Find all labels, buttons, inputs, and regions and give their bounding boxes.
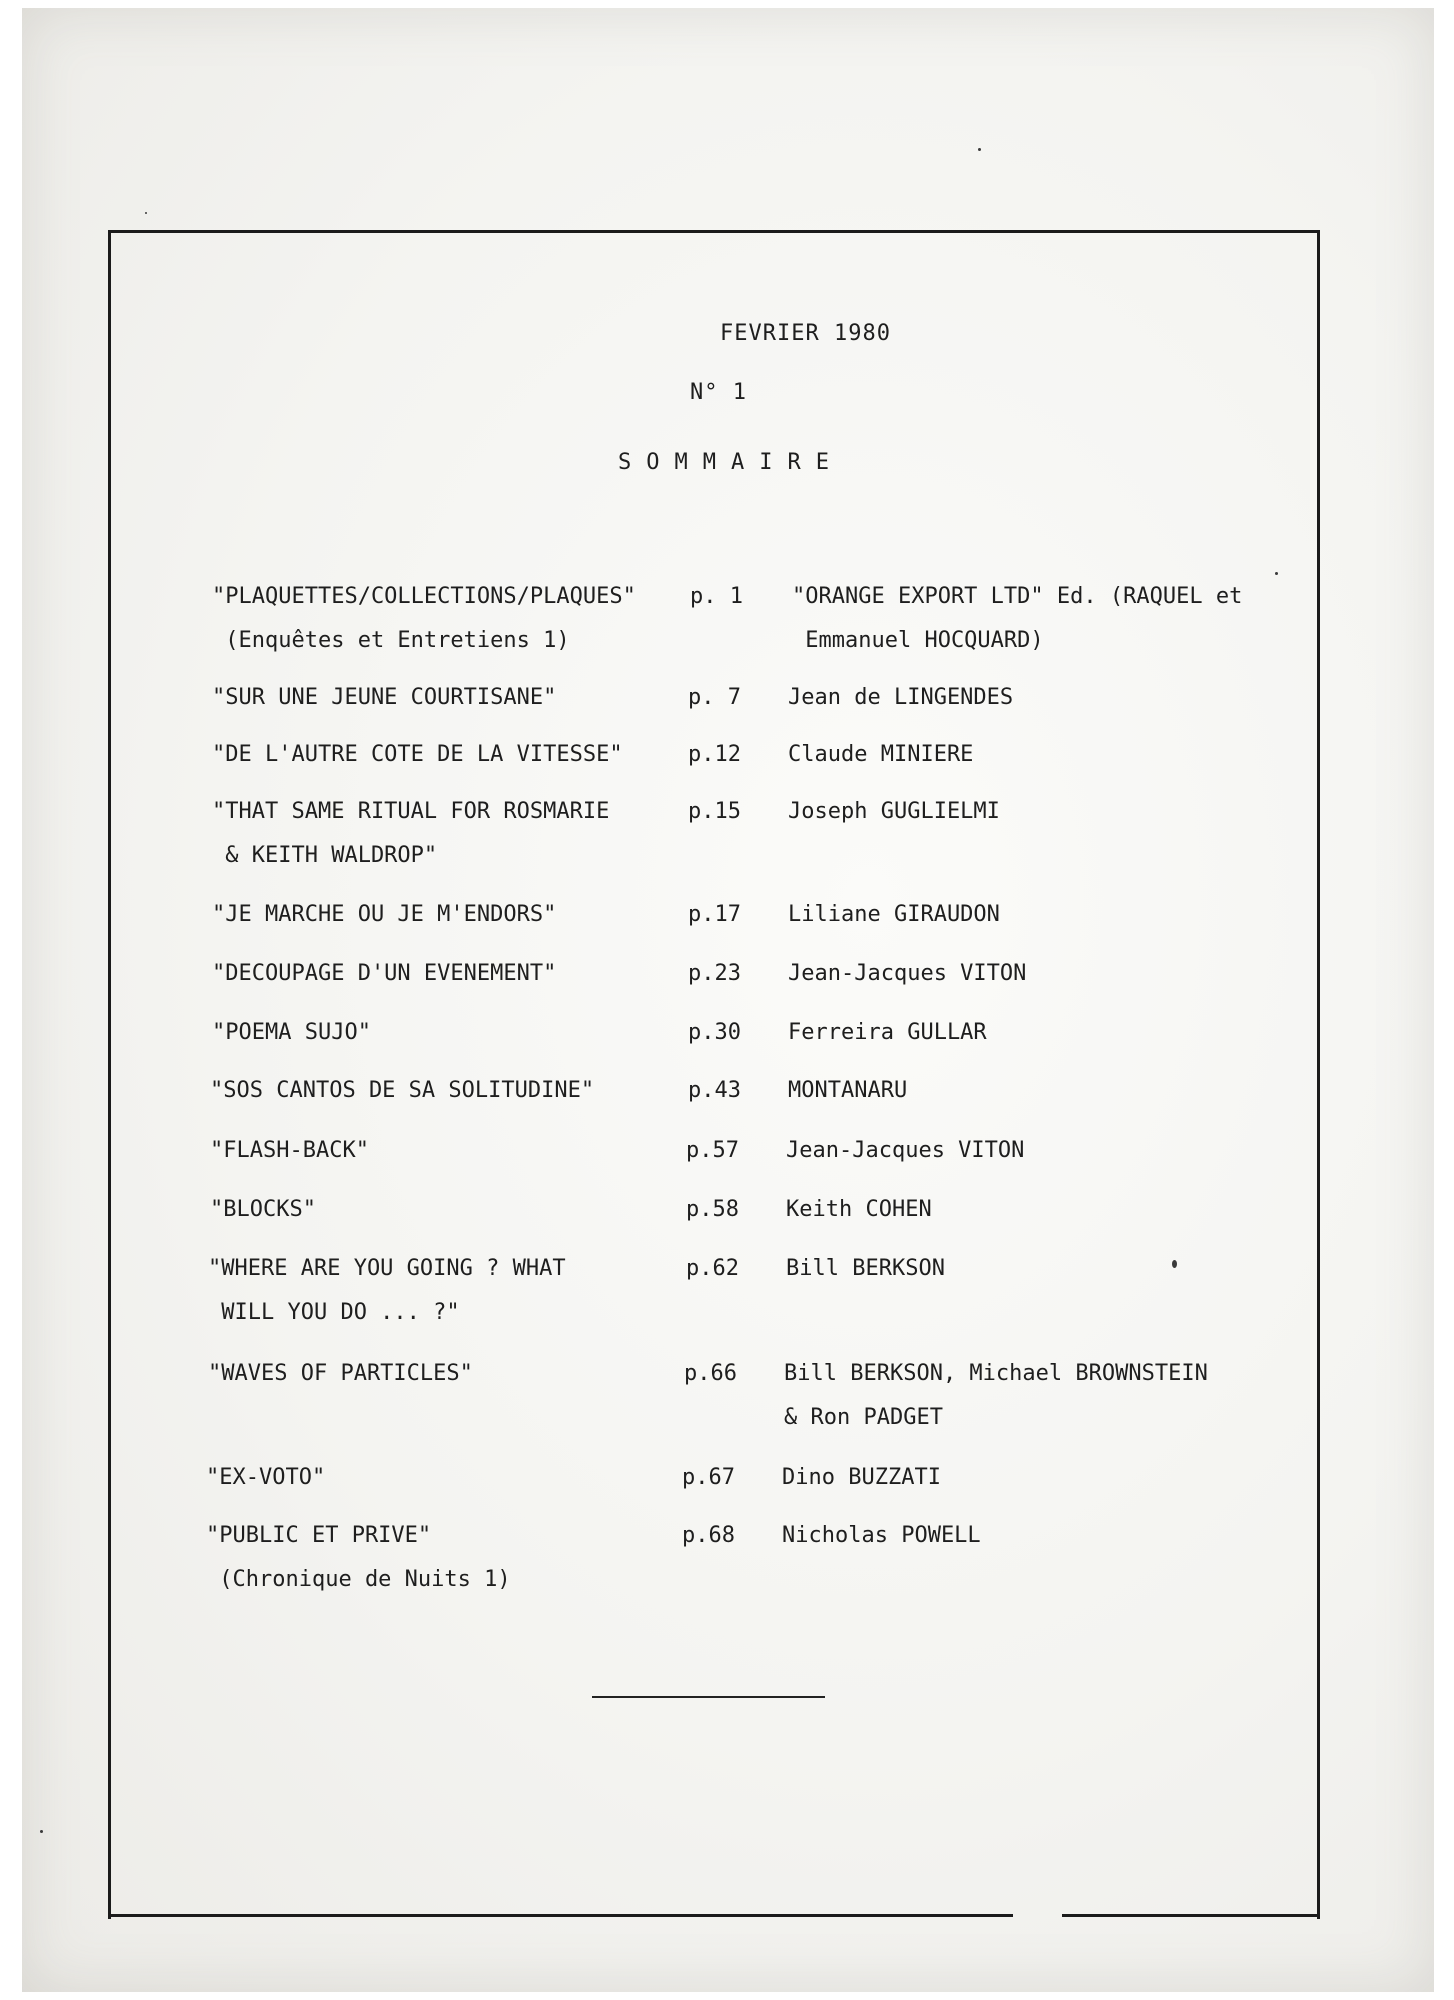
toc-page-number: p.12 — [688, 742, 741, 767]
paper-speck — [978, 148, 981, 151]
paper-speck — [1172, 1260, 1177, 1268]
toc-page-number: p.57 — [686, 1138, 739, 1163]
paper-speck — [40, 1830, 43, 1833]
toc-entry-title: "FLASH-BACK" — [210, 1138, 369, 1163]
toc-page-number: p. 1 — [690, 584, 743, 609]
frame-bottom-line-left — [108, 1914, 1013, 1917]
toc-page-number: p.62 — [686, 1256, 739, 1281]
toc-entry-title — [212, 575, 636, 663]
toc-entry-title: "DE L'AUTRE COTE DE LA VITESSE" — [212, 742, 623, 767]
toc-author-line: Emmanuel HOCQUARD) — [792, 628, 1044, 653]
toc-entry-author: Bill BERKSON — [786, 1256, 945, 1281]
toc-page-number: p.67 — [682, 1465, 735, 1490]
toc-entry-title: "POEMA SUJO" — [212, 1020, 371, 1045]
toc-page-number: p.66 — [684, 1361, 737, 1386]
toc-entry-title: "SOS CANTOS DE SA SOLITUDINE" — [210, 1078, 595, 1103]
toc-entry-title — [206, 1514, 511, 1602]
toc-entry-author: Claude MINIERE — [788, 742, 974, 767]
paper-speck — [145, 212, 147, 214]
toc-title-line: (Chronique de Nuits 1) — [206, 1567, 511, 1592]
toc-entry-author — [784, 1352, 1208, 1440]
paper-speck — [1275, 572, 1278, 575]
toc-entry-author: Liliane GIRAUDON — [788, 902, 1000, 927]
toc-page-number: p.43 — [688, 1078, 741, 1103]
toc-entry-author: Jean-Jacques VITON — [786, 1138, 1025, 1163]
toc-title-line: "PLAQUETTES/COLLECTIONS/PLAQUES" — [212, 584, 636, 609]
toc-title-line: & KEITH WALDROP" — [212, 843, 438, 868]
toc-entry-author: MONTANARU — [788, 1078, 908, 1103]
toc-entry-title: "DECOUPAGE D'UN EVENEMENT" — [212, 961, 557, 986]
toc-entry-title: "JE MARCHE OU JE M'ENDORS" — [212, 902, 557, 927]
toc-page-number: p.58 — [686, 1197, 739, 1222]
toc-page-number: p.30 — [688, 1020, 741, 1045]
toc-entry-title — [208, 1247, 566, 1335]
closing-rule — [592, 1696, 825, 1698]
toc-author-line: "ORANGE EXPORT LTD" Ed. (RAQUEL et — [792, 584, 1243, 609]
toc-title-line: WILL YOU DO ... ?" — [208, 1300, 460, 1325]
toc-entry-author: Dino BUZZATI — [782, 1465, 941, 1490]
toc-title-line: "WHERE ARE YOU GOING ? WHAT — [208, 1256, 566, 1281]
toc-page-number: p.15 — [688, 799, 741, 824]
toc-page-number: p.68 — [682, 1523, 735, 1548]
toc-page-number: p.17 — [688, 902, 741, 927]
page-title: SOMMAIRE — [618, 450, 844, 475]
toc-title-line: "THAT SAME RITUAL FOR ROSMARIE — [212, 799, 610, 824]
issue-date: FEVRIER 1980 — [720, 321, 891, 346]
toc-entry-title: "BLOCKS" — [210, 1197, 316, 1222]
toc-page-number: p.23 — [688, 961, 741, 986]
toc-entry-title: "EX-VOTO" — [206, 1465, 326, 1490]
frame-bottom-line-right — [1062, 1914, 1317, 1917]
toc-entry-author: Nicholas POWELL — [782, 1523, 981, 1548]
toc-entry-author: Jean de LINGENDES — [788, 685, 1014, 710]
toc-entry-author: Joseph GUGLIELMI — [788, 799, 1000, 824]
toc-entry-author: Ferreira GULLAR — [788, 1020, 987, 1045]
toc-title-line: "PUBLIC ET PRIVE" — [206, 1523, 432, 1548]
toc-title-line: "WAVES OF PARTICLES" — [208, 1361, 473, 1386]
toc-entry-author — [792, 575, 1242, 663]
toc-entry-title — [208, 1352, 473, 1396]
toc-entry-author: Keith COHEN — [786, 1197, 932, 1222]
toc-author-line: & Ron PADGET — [784, 1405, 943, 1430]
toc-entry-title — [212, 790, 609, 878]
toc-title-line: (Enquêtes et Entretiens 1) — [212, 628, 570, 653]
toc-author-line: Bill BERKSON, Michael BROWNSTEIN — [784, 1361, 1208, 1386]
issue-number: N° 1 — [690, 380, 747, 405]
toc-entry-author: Jean-Jacques VITON — [788, 961, 1027, 986]
toc-entry-title: "SUR UNE JEUNE COURTISANE" — [212, 685, 557, 710]
toc-page-number: p. 7 — [688, 685, 741, 710]
